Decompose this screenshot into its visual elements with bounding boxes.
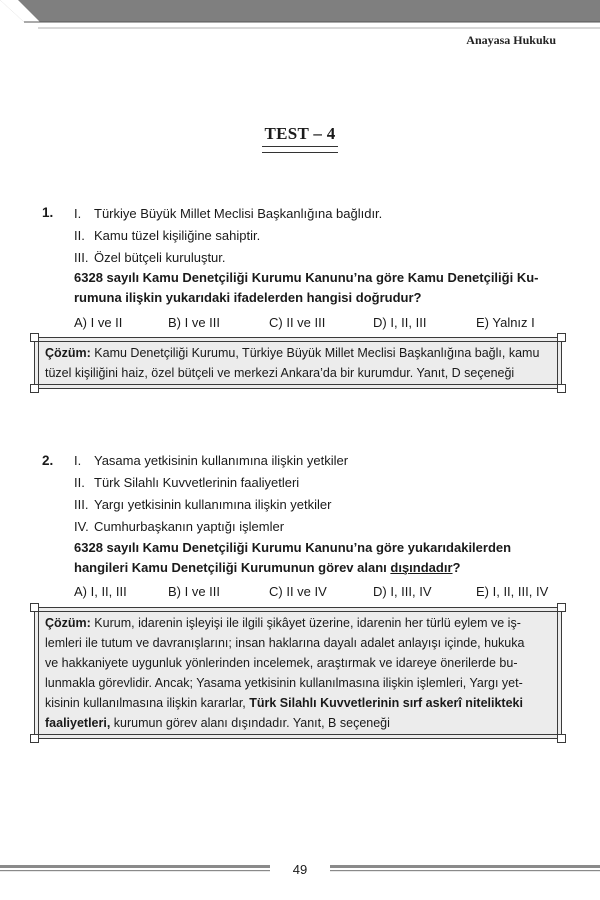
option-b[interactable]: B) I ve III: [168, 584, 221, 599]
title-underline: [262, 146, 338, 153]
footer-rule-left: [0, 865, 270, 873]
option-c[interactable]: C) II ve III: [269, 315, 326, 330]
box-corner: [30, 333, 39, 342]
solution-text: [45, 343, 551, 383]
option-a[interactable]: A) I ve II: [74, 315, 123, 330]
solution-emphasis: faaliyetleri,: [45, 716, 111, 730]
box-corner: [30, 734, 39, 743]
option-c[interactable]: C) II ve IV: [269, 584, 327, 599]
header-band: [0, 0, 600, 36]
option-b[interactable]: B) I ve III: [168, 315, 221, 330]
item-roman: I.: [74, 453, 82, 468]
solution-text: [45, 613, 551, 733]
solution-line: ve hakkaniyete uygunluk yönlerinden incelemek, araştırmak ve idareye önerilerde bu-: [45, 656, 518, 670]
item-text: Cumhurbaşkanın yaptığı işlemler: [94, 519, 285, 534]
question-1-options: [74, 315, 564, 331]
stem-line: 6328 sayılı Kamu Denetçiliği Kurumu Kanunu’na göre yukarıdakilerden: [74, 540, 512, 555]
question-1-item: [74, 228, 260, 244]
item-roman: II.: [74, 475, 85, 490]
box-corner: [557, 603, 566, 612]
question-1-solution-box: [34, 337, 562, 389]
question-2-options: [74, 584, 564, 600]
solution-line: lunmakla görevlidir. Ancak; Yasama yetkisinin kullanılmasına ilişkin işlemleri, Yargı yet-: [45, 676, 523, 690]
box-corner: [30, 384, 39, 393]
question-2-solution-box: [34, 607, 562, 739]
question-2-number: 2.: [42, 453, 54, 468]
question-1-stem: [74, 268, 558, 308]
question-2-item: [74, 475, 299, 491]
solution-line: kisinin kullanılmasına ilişkin kararlar,: [45, 696, 250, 710]
solution-label: Çözüm:: [45, 346, 91, 360]
solution-line: Kamu Denetçiliği Kurumu, Türkiye Büyük Millet Meclisi Başkanlığına bağlı, kamu: [90, 346, 540, 360]
item-text: Yargı yetkisinin kullanımına ilişkin yetkiler: [94, 497, 332, 512]
page-number: 49: [292, 862, 308, 877]
option-d[interactable]: D) I, II, III: [373, 315, 427, 330]
stem-line: 6328 sayılı Kamu Denetçiliği Kurumu Kanunu’na göre Kamu Denetçiliği Ku-: [74, 270, 539, 285]
footer-rule-right: [330, 865, 600, 873]
item-roman: III.: [74, 497, 89, 512]
box-corner: [557, 384, 566, 393]
question-2-item: [74, 519, 284, 535]
item-text: Türk Silahlı Kuvvetlerinin faaliyetleri: [94, 475, 300, 490]
solution-line: Kurum, idarenin işleyişi ile ilgili şikâyet üzerine, idarenin her türlü eylem ve iş-: [90, 616, 521, 630]
option-e[interactable]: E) Yalnız I: [476, 315, 535, 330]
item-text: Özel bütçeli kuruluştur.: [94, 250, 226, 265]
stem-line: hangileri Kamu Denetçiliği Kurumunun görev alanı: [74, 560, 391, 575]
box-corner: [30, 603, 39, 612]
stem-line: rumuna ilişkin yukarıdaki ifadelerden hangisi doğrudur?: [74, 290, 422, 305]
question-2-item: [74, 453, 348, 469]
question-2-item: [74, 497, 331, 513]
solution-line: lemleri ile tutum ve davranışlarını; insan haklarına dayalı adalet anlayışı içinde, hukuka: [45, 636, 525, 650]
item-text: Yasama yetkisinin kullanımına ilişkin yetkiler: [94, 453, 349, 468]
item-text: Türkiye Büyük Millet Meclisi Başkanlığına bağlıdır.: [94, 206, 383, 221]
item-roman: II.: [74, 228, 85, 243]
option-d[interactable]: D) I, III, IV: [373, 584, 432, 599]
stem-emphasis: dışındadır: [390, 560, 453, 575]
item-roman: I.: [74, 206, 82, 221]
item-roman: IV.: [74, 519, 89, 534]
question-1-item: [74, 250, 226, 266]
stem-line: ?: [452, 560, 461, 575]
test-title: TEST – 4: [264, 124, 336, 143]
solution-line: tüzel kişiliğini haiz, özel bütçeli ve merkezi Ankara’da bir kurumdur. Yanıt, D seçeneği: [45, 366, 515, 380]
solution-line: kurumun görev alanı dışındadır. Yanıt, B seçeneği: [110, 716, 390, 730]
box-corner: [557, 734, 566, 743]
item-text: Kamu tüzel kişiliğine sahiptir.: [94, 228, 261, 243]
running-head: Anayasa Hukuku: [466, 33, 556, 47]
item-roman: III.: [74, 250, 89, 265]
solution-label: Çözüm:: [45, 616, 91, 630]
option-a[interactable]: A) I, II, III: [74, 584, 127, 599]
box-corner: [557, 333, 566, 342]
question-2-stem: [74, 538, 558, 578]
question-1-number: 1.: [42, 205, 54, 220]
question-1-item: [74, 206, 382, 222]
option-e[interactable]: E) I, II, III, IV: [476, 584, 549, 599]
solution-emphasis: Türk Silahlı Kuvvetlerinin sırf askerî nitelikteki: [249, 696, 523, 710]
